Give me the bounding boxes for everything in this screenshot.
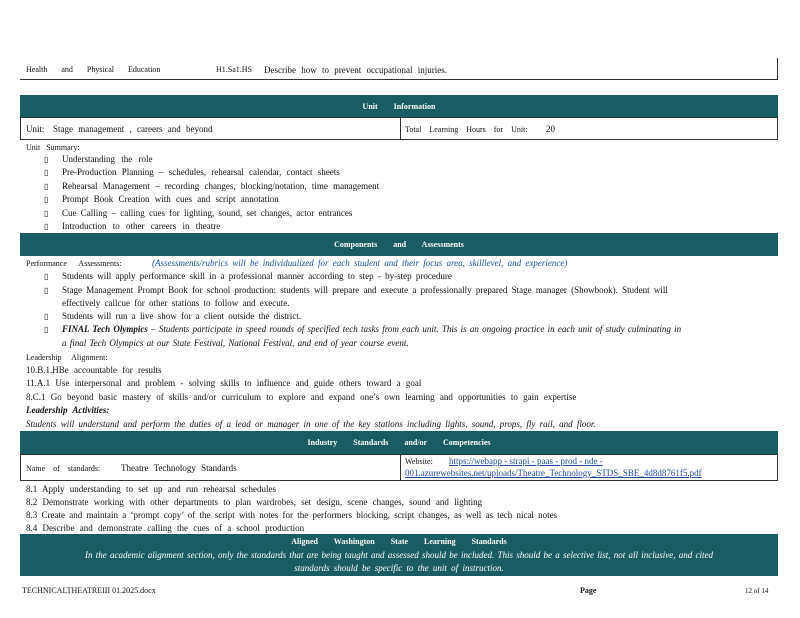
- aligned-standards-heading: Aligned Washington State Learning Standards: [291, 537, 507, 546]
- standard-item: 8.3 Create and maintain a ‘prompt copy’ of the script with notes for the performers blocking, script changes, as well as tech nical notes: [26, 510, 558, 520]
- aligned-standards-block: [20, 534, 778, 576]
- standard-item: 8.1 Apply understanding to set up and run rehearsal schedules: [26, 484, 276, 494]
- standard-code: H1.Sa1.HS: [216, 65, 253, 74]
- activities-label: Leadership Activities:: [26, 405, 110, 415]
- unit-row: [20, 117, 778, 140]
- bullet-icon: ▯: [44, 222, 49, 231]
- unit-label: Unit:: [26, 124, 45, 134]
- performance-note: (Assessments/rubrics will be individualized for each student and their focus area, skilllevel, and experience): [152, 258, 568, 268]
- bullet-icon: ▯: [44, 325, 49, 334]
- summary-item: Cue Calling – calling cues for lighting, sound, set changes, actor entrances: [62, 208, 353, 218]
- industry-standards-heading: Industry Standards and/or Competencies: [307, 438, 491, 447]
- bullet-icon: ▯: [44, 209, 49, 218]
- assessment-item-2-cont: effectively callcue for other stations to follow and execute.: [62, 298, 290, 308]
- unit-row-divider: [400, 118, 401, 139]
- leadership-item: 11.A.1 Use interpersonal and problem - solving skills to influence and guide others toward a goal: [26, 378, 422, 388]
- summary-item: Rehearsal Management – recording changes, blocking/notation, time management: [62, 181, 380, 191]
- standards-name-label: Name of standards:: [26, 464, 101, 473]
- bullet-icon: ▯: [44, 182, 49, 191]
- hours-label: Total Learning Hours for Unit:: [405, 125, 528, 134]
- assessment-item-3: Students will run a live show for a client outside the district.: [62, 311, 301, 321]
- summary-item: Understanding the role: [62, 154, 153, 164]
- summary-label: Unit Summary:: [26, 143, 80, 152]
- components-heading: Components and Assessments: [334, 240, 464, 249]
- footer-page-label: Page: [580, 586, 597, 595]
- standards-row: [20, 454, 778, 481]
- website-link-line1[interactable]: https://webapp - strapi - paas - prod - nde -: [449, 456, 603, 466]
- standard-item: 8.4 Describe and demonstrate calling the cues of a school production: [26, 523, 305, 533]
- aligned-note-line1: In the academic alignment section, only the standards that are being taught and assessed should be included. This should be a selective list, not all inclusive, and cited: [85, 550, 713, 560]
- assessment-item-2: Stage Management Prompt Book for school production: students will prepare and execute a professionally prepared Stage manager (Showbook). Student will: [62, 285, 668, 295]
- assessment-item-1: Students will apply performance skill in a professional manner according to step - by-step procedure: [62, 271, 452, 281]
- standard-description: Describe how to prevent occupational injuries.: [264, 65, 447, 75]
- website-link-line2[interactable]: 001.azurewebsites.net/uploads/Theatre_Technology_STDS_SBE_4d8d8761f5.pdf: [405, 468, 702, 478]
- leadership-item: 8.C.1 Go beyond basic mastery of skills and/or curriculum to explore and expand one’s own learning and opportunities to gain expertise: [26, 392, 577, 402]
- footer-filename: TECHNICALTHEATREIII 01.2025.docx: [22, 586, 156, 595]
- summary-item: Introduction to other careers in theatre: [62, 221, 221, 231]
- bullet-icon: ▯: [44, 168, 49, 177]
- unit-value: Stage management , careers and beyond: [53, 124, 213, 134]
- standards-name-value: Theatre Technology Standards: [121, 463, 237, 473]
- components-band: [20, 233, 778, 256]
- hours-value: 20: [546, 124, 555, 134]
- unit-information-heading: Unit Information: [362, 101, 436, 111]
- industry-standards-band: [20, 431, 778, 454]
- activities-text: Students will understand and perform the duties of a lead or manager in one of the key stations including lights, sound, props, fly rail, and floor.: [26, 419, 596, 429]
- leadership-label: Leadership Alignment:: [26, 353, 108, 362]
- tech-olympics-text: – Students participate in speed rounds of specified tech tasks from each unit. This is an ongoing practice in each unit of study culminating in: [147, 324, 682, 334]
- aligned-note-line2: standards should be specific to the unit of instruction.: [294, 563, 504, 573]
- bullet-icon: ▯: [44, 195, 49, 204]
- bullet-icon: ▯: [44, 155, 49, 164]
- performance-label: Performance Assessments:: [26, 259, 122, 268]
- assessment-item-4: [62, 324, 681, 334]
- standards-row-divider: [400, 455, 401, 480]
- bullet-icon: ▯: [44, 272, 49, 281]
- unit-information-band: [20, 95, 778, 117]
- leadership-item: 10.B.1.HBe accountable for results: [26, 365, 162, 375]
- top-row: [20, 58, 778, 80]
- footer-page-number: 12 of 14: [745, 587, 769, 595]
- tech-olympics-title: FINAL Tech Olympics: [62, 324, 148, 334]
- bullet-icon: ▯: [44, 312, 49, 321]
- subject-label: Health and Physical Education: [26, 65, 161, 74]
- bullet-icon: ▯: [44, 286, 49, 295]
- standard-item: 8.2 Demonstrate working with other departments to plan wardrobes, set design, scene changes, sound and lighting: [26, 497, 483, 507]
- summary-item: Pre-Production Planning – schedules, rehearsal calendar, contact sheets: [62, 167, 340, 177]
- assessment-item-4-cont: a final Tech Olympics at our State Festival, National Festival, and end of year course event.: [62, 338, 409, 348]
- summary-item: Prompt Book Creation with cues and script annotation: [62, 194, 279, 204]
- website-label: Website:: [405, 457, 433, 466]
